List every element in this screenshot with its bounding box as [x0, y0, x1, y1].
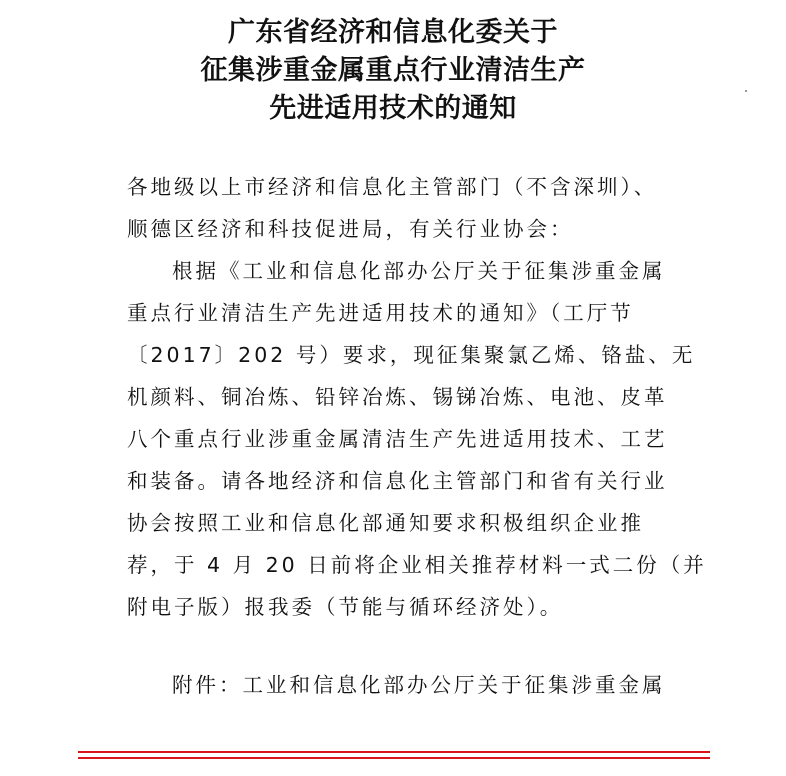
scan-speck — [745, 90, 747, 92]
title-line-2: 征集涉重金属重点行业清洁生产 — [200, 55, 586, 86]
title-line-1: 广东省经济和信息化委关于 — [228, 17, 558, 48]
title-line-3: 先进适用技术的通知 — [269, 93, 517, 124]
body-line: 协会按照工业和信息化部通知要求积极组织企业推 — [127, 511, 644, 535]
body-line: 和装备。请各地经济和信息化主管部门和省有关行业 — [127, 469, 668, 493]
document-title — [0, 14, 786, 128]
red-rule-lower — [78, 757, 710, 759]
body-line: 〔2017〕202 号）要求，现征集聚氯乙烯、铬盐、无 — [127, 343, 696, 367]
body-line: 根据《工业和信息化部办公厅关于征集涉重金属 — [172, 259, 666, 283]
body-line: 八个重点行业涉重金属清洁生产先进适用技术、工艺 — [127, 427, 668, 451]
body-line: 荐，于 4 月 20 日前将企业相关推荐材料一式二份（并 — [127, 553, 707, 577]
attachment-line: 附件：工业和信息化部办公厅关于征集涉重金属 — [172, 673, 666, 697]
addressee-line-2: 顺德区经济和科技促进局，有关行业协会： — [127, 217, 574, 241]
addressee-line-1: 各地级以上市经济和信息化主管部门（不含深圳）、 — [127, 175, 658, 199]
red-rule-upper — [78, 751, 710, 753]
body-line: 附电子版）报我委（节能与循环经济处）。 — [127, 595, 564, 619]
body-line: 重点行业清洁生产先进适用技术的通知》（工厅节 — [127, 301, 634, 325]
body-line: 机颜料、铜冶炼、铅锌冶炼、锡锑冶炼、电池、皮革 — [127, 385, 668, 409]
